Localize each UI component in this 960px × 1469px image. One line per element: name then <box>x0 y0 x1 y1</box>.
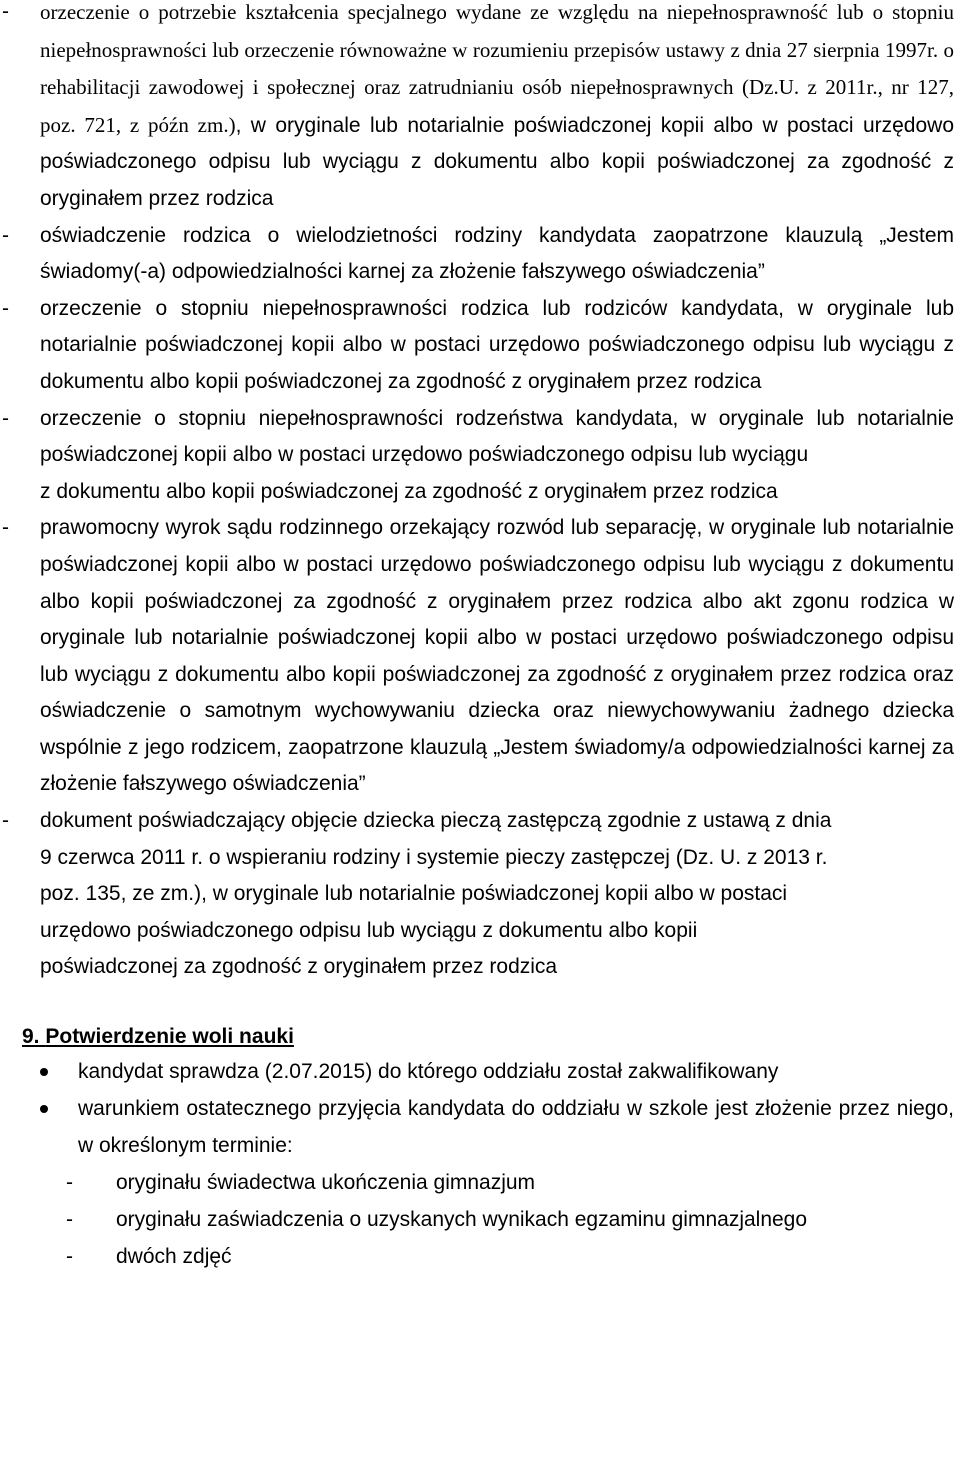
section-heading <box>0 1020 960 1054</box>
list-item-niepelnosprawnosc-rodzenstwa <box>0 401 960 474</box>
list-item-text: oświadczenie rodzica o wielodzietności rodziny kandydata zaopatrzone klauzulą „Jestem świadomy(-a) odpowiedzialności karnej za złożenie fałszywego oświadczenia” <box>40 223 954 284</box>
bullet-item-text: warunkiem ostatecznego przyjęcia kandydata do oddziału w szkole jest złożenie przez niego, w określonym terminie: <box>78 1096 954 1157</box>
list-dash: - <box>2 809 9 833</box>
list-dash: - <box>2 0 9 23</box>
list-item-piecza-zastepcza <box>0 803 960 986</box>
bullet-dot-icon <box>40 1105 48 1113</box>
list-item-wyrok-sadu <box>0 510 960 803</box>
list-dash: - <box>66 1171 73 1195</box>
list-dash: - <box>2 296 9 320</box>
list-dash: - <box>2 406 9 430</box>
sub-list-item-text: dwóch zdjęć <box>116 1245 232 1269</box>
sub-list-item-text: oryginału świadectwa ukończenia gimnazjum <box>116 1171 536 1195</box>
list-item-text: orzeczenie o stopniu niepełnosprawności rodzica lub rodziców kandydata, w oryginale lub notarialnie poświadczonej kopii albo w postaci urzędowo poświadczonego odpisu lub wyciągu z dokumentu albo kopii poświadczonej za zgodność z oryginałem przez rodzica <box>40 296 954 393</box>
section-title: Potwierdzenie woli nauki <box>45 1025 294 1049</box>
bullet-item-sprawdza <box>0 1054 960 1091</box>
sub-list-item-text: oryginału zaświadczenia o uzyskanych wynikach egzaminu gimnazjalnego <box>116 1208 808 1232</box>
list-item-text: orzeczenie o stopniu niepełnosprawności rodzeństwa kandydata, w oryginale lub notarialnie poświadczonej kopii albo w postaci urzędowo poświadczonego odpisu lub wyciągu <box>40 406 954 467</box>
list-item-text: prawomocny wyrok sądu rodzinnego orzekający rozwód lub separację, w oryginale lub notarialnie poświadczonej kopii albo w postaci urzędowo poświadczonego odpisu lub wyciągu z dokumentu albo kopii poświadczonej za zgodność z oryginałem przez rodzica albo akt zgonu rodzica w oryginale lub notarialnie poświadczonej kopii albo w postaci urzędowo poświadczonego odpisu lub wyciągu z dokumentu albo kopii poświadczonej za zgodność z oryginałem przez rodzica oraz oświadczenie o samotnym wychowywaniu dziecka oraz niewychowywaniu żadnego dziecka wspólnie z jego rodzicem, zaopatrzone klauzulą „Jestem świadomy/a odpowiedzialności karnej za złożenie fałszywego oświadczenia” <box>40 516 954 796</box>
sub-list-item-swiadectwo <box>0 1164 960 1201</box>
list-dash: - <box>2 516 9 540</box>
bullet-item-text: kandydat sprawdza (2.07.2015) do którego oddziału został zakwalifikowany <box>78 1060 779 1084</box>
list-item-text-serif: orzeczenie o potrzebie kształcenia specjalnego wydane ze względu na niepełnosprawność lub o stopniu niepełnosprawności lub orzeczenie równoważne w rozumieniu przepisów ustawy z dnia 27 sierpnia 1997r. o rehabilitacji zawodowej i społecznej oraz zatrudnianiu osób niepełnosprawnych (Dz.U. z 2011r., nr 127, poz. 721, z późn zm.) <box>40 0 954 137</box>
bullet-dot-icon <box>40 1068 48 1076</box>
sub-list-item-zdjecia <box>0 1238 960 1275</box>
list-dash: - <box>66 1245 73 1269</box>
list-item-line: 9 czerwca 2011 r. o wspieraniu rodziny i systemie pieczy zastępczej (Dz. U. z 2013 r. <box>40 845 828 869</box>
list-item-continuation: z dokumentu albo kopii poświadczonej za zgodność z oryginałem przez rodzica <box>40 479 778 503</box>
list-item-text-rest: , w oryginale lub notarialnie poświadczonej kopii albo w postaci urzędowo poświadczonego odpisu lub wyciągu z dokumentu albo kopii poświadczonej za zgodność z oryginałem przez rodzica <box>40 113 954 210</box>
list-item-text <box>40 0 954 218</box>
list-item-line: urzędowo poświadczonego odpisu lub wyciągu z dokumentu albo kopii <box>40 918 698 942</box>
list-item-wielodzietnosc <box>0 218 960 291</box>
list-item-niepelnosprawnosc-rodzica <box>0 291 960 401</box>
list-dash: - <box>66 1208 73 1232</box>
section-number: 9. <box>22 1025 40 1049</box>
list-item-line: poświadczonej za zgodność z oryginałem przez rodzica <box>40 955 558 979</box>
bullet-item-warunek <box>0 1091 960 1165</box>
list-item-orzeczenie-ksztalcenie <box>0 0 960 218</box>
sub-list-item-zaswiadczenie <box>0 1201 960 1238</box>
list-item-line: poz. 135, ze zm.), w oryginale lub notarialnie poświadczonej kopii albo w postaci <box>40 882 788 906</box>
list-dash: - <box>2 223 9 247</box>
list-item-line: dokument poświadczający objęcie dziecka pieczą zastępczą zgodnie z ustawą z dnia <box>40 809 832 833</box>
